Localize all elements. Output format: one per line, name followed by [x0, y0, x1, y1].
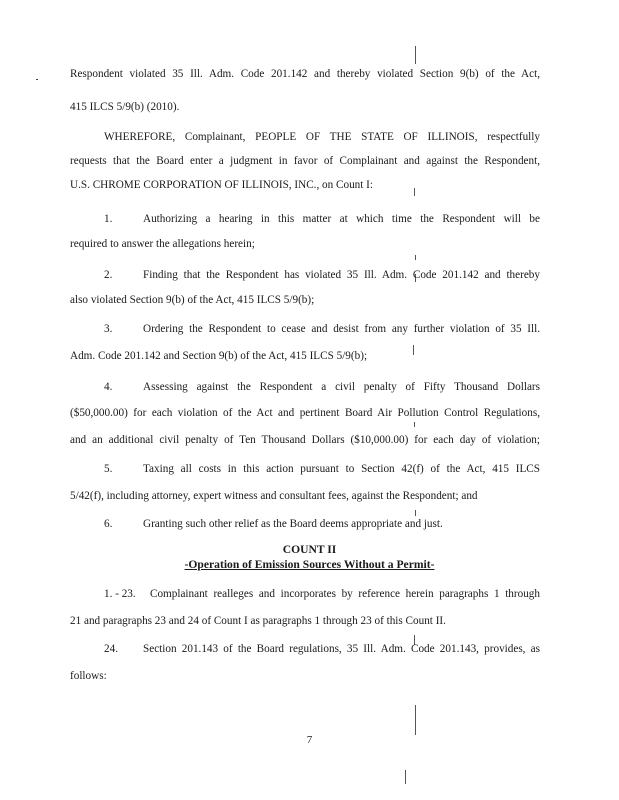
relief-item-4-cont-1: ($50,000.00) for each violation of the Act and pertinent Board Air Pollution Control Regulations, [70, 407, 540, 419]
scan-mark [36, 79, 38, 80]
count-subtitle-wrap [0, 558, 619, 572]
scan-mark [415, 510, 416, 516]
page-number: 7 [306, 734, 313, 746]
count2-para-24-cont: follows: [70, 670, 107, 682]
scan-mark [415, 705, 416, 735]
relief-item-3-cont: Adm. Code 201.142 and Section 9(b) of the Act, 415 ILCS 5/9(b); [70, 350, 368, 362]
scan-mark [414, 422, 415, 427]
relief-item-4-cont-2: and an additional civil penalty of Ten Thousand Dollars ($10,000.00) for each day of violation; [70, 434, 540, 446]
relief-text: Assessing against the Respondent a civil penalty of Fifty Thousand Dollars [143, 381, 540, 393]
relief-number: 1. [104, 213, 113, 225]
scan-mark [415, 255, 416, 260]
relief-text: Taxing all costs in this action pursuant to Section 42(f) of the Act, 415 ILCS [143, 463, 540, 475]
relief-number: 4. [104, 381, 113, 393]
para-text: Section 201.143 of the Board regulations, 35 Ill. Adm. Code 201.143, provides, as [143, 643, 540, 655]
relief-item-5-cont: 5/42(f), including attorney, expert witness and consultant fees, against the Respondent; and [70, 490, 478, 502]
relief-text: Granting such other relief as the Board deems appropriate and just. [143, 518, 443, 530]
count-title: COUNT II [282, 543, 337, 556]
intro-line-1: Respondent violated 35 Ill. Adm. Code 201.142 and thereby violated Section 9(b) of the Act, [70, 68, 540, 80]
relief-number: 2. [104, 269, 113, 281]
para-number: 1. - 23. [104, 588, 136, 600]
scan-mark [415, 46, 416, 64]
count-subtitle: -Operation of Emission Sources Without a Permit- [184, 558, 435, 571]
wherefore-line-3: U.S. CHROME CORPORATION OF ILLINOIS, INC., on Count I: [70, 179, 374, 191]
wherefore-line-2: requests that the Board enter a judgment in favor of Complainant and against the Respondent, [70, 155, 540, 167]
relief-item-1-cont: required to answer the allegations herein; [70, 238, 255, 250]
wherefore-line-1: WHEREFORE, Complainant, PEOPLE OF THE STATE OF ILLINOIS, respectfully [104, 131, 540, 143]
para-text: Complainant realleges and incorporates by reference herein paragraphs 1 through [150, 588, 540, 600]
relief-text: Finding that the Respondent has violated 35 Ill. Adm. Code 201.142 and thereby [143, 269, 540, 281]
relief-item-2-cont: also violated Section 9(b) of the Act, 415 ILCS 5/9(b); [70, 294, 315, 306]
para-number: 24. [104, 643, 118, 655]
count2-para-1-cont: 21 and paragraphs 23 and 24 of Count I as paragraphs 1 through 23 of this Count II. [70, 615, 446, 627]
relief-number: 3. [104, 323, 113, 335]
intro-line-2: 415 ILCS 5/9(b) (2010). [70, 101, 180, 113]
scan-mark [405, 770, 406, 784]
relief-text: Authorizing a hearing in this matter at which time the Respondent will be [143, 213, 540, 225]
relief-number: 5. [104, 463, 113, 475]
relief-number: 6. [104, 518, 113, 530]
relief-text: Ordering the Respondent to cease and desist from any further violation of 35 Ill. [143, 323, 540, 335]
